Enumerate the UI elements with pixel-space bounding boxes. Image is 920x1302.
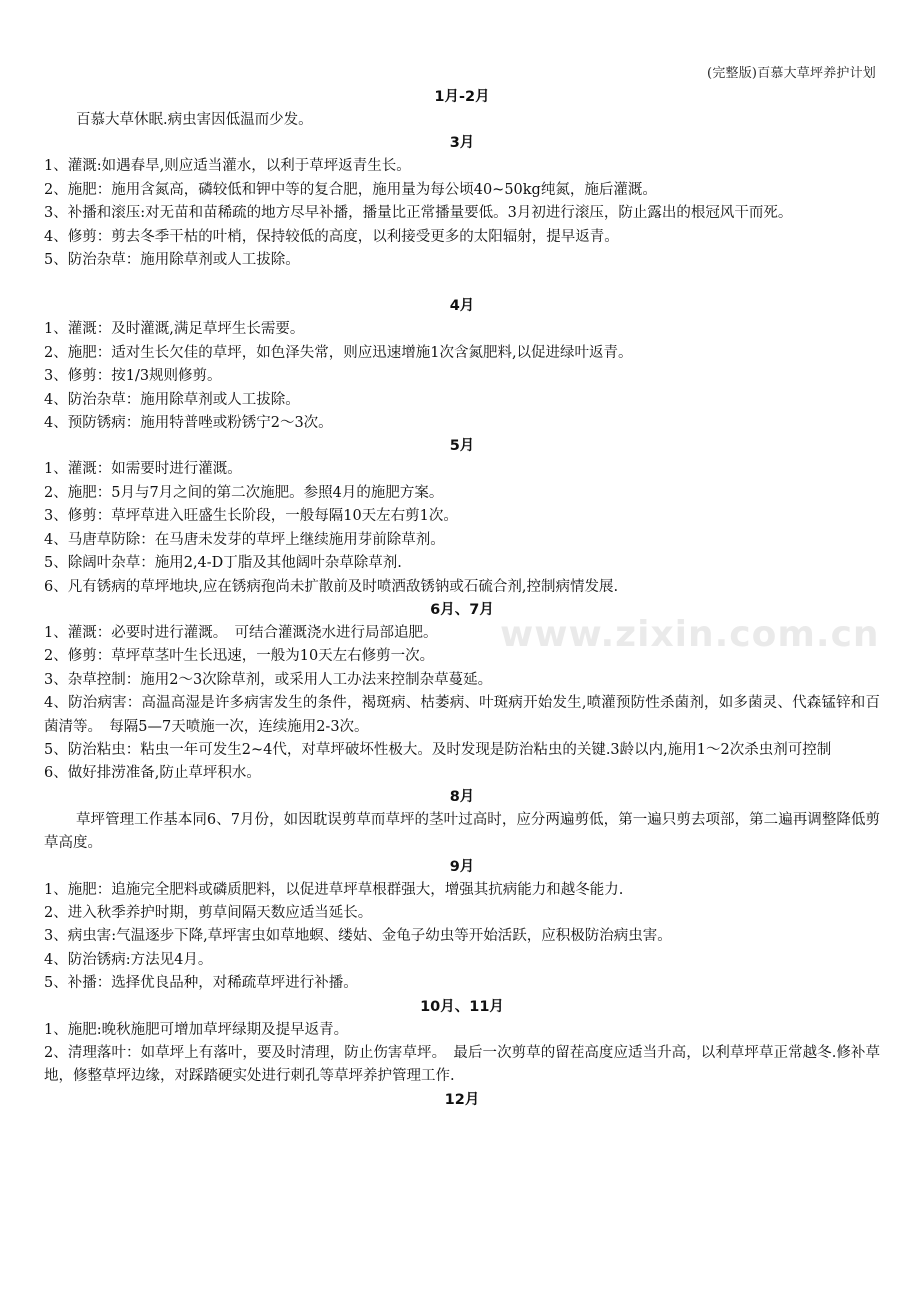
list-item: 1、施肥：追施完全肥料或磷质肥料，以促进草坪草根群强大，增强其抗病能力和越冬能力. — [44, 881, 624, 898]
blank-line — [44, 272, 880, 295]
list-item: 6、做好排涝准备,防止草坪积水。 — [44, 765, 261, 782]
section-heading-may: 5月 — [449, 438, 475, 455]
list-item: 1、施肥:晚秋施肥可增加草坪绿期及提早返青。 — [44, 1021, 349, 1038]
list-item: 3、补播和滚压:对无苗和苗稀疏的地方尽早补播，播量比正常播量要低。3月初进行滚压，防止露出的根冠风干而死。 — [44, 205, 793, 222]
list-item: 5、防治杂草：施用除草剂或人工拔除。 — [44, 252, 300, 269]
section-heading-sep: 9月 — [449, 858, 475, 875]
document-header: (完整版)百慕大草坪养护计划 — [707, 66, 876, 81]
list-item: 5、防治粘虫：粘虫一年可发生2~4代，对草坪破坏性极大。及时发现是防治粘虫的关键.3龄以内,施用1～2次杀虫剂可控制 — [44, 741, 832, 758]
list-item: 4、修剪：剪去冬季干枯的叶梢，保持较低的高度，以利接受更多的太阳辐射，提早返青。 — [44, 228, 619, 245]
list-item: 4、防治杂草：施用除草剂或人工拔除。 — [44, 391, 300, 408]
section-intro: 草坪管理工作基本同6、7月份，如因耽误剪草而草坪的茎叶过高时，应分两遍剪低，第一遍只剪去项部，第二遍再调整降低剪草高度。 — [44, 811, 880, 852]
list-item: 3、病虫害:气温逐步下降,草坪害虫如草地螟、缕姑、金龟子幼虫等开始活跃，应积极防治病虫害。 — [44, 928, 672, 945]
section-heading-jun-jul: 6月、7月 — [430, 601, 494, 618]
list-item: 5、补播：选择优良品种，对稀疏草坪进行补播。 — [44, 975, 358, 992]
section-heading-apr: 4月 — [449, 298, 475, 315]
list-item: 3、修剪：草坪草进入旺盛生长阶段，一般每隔10天左右剪1次。 — [44, 508, 458, 525]
list-item: 2、清理落叶：如草坪上有落叶，要及时清理，防止伤害草坪。 最后一次剪草的留茬高度应适当升高，以利草坪草正常越冬.修补草地，修整草坪边缘，对踩踏硬实处进行刺孔等草坪养护管理工作. — [44, 1045, 880, 1085]
list-item: 5、除阔叶杂草：施用2,4-D丁脂及其他阔叶杂草除草剂. — [44, 555, 402, 572]
list-item: 1、灌溉：如需要时进行灌溉。 — [44, 461, 242, 478]
list-item: 1、灌溉：及时灌溉,满足草坪生长需要。 — [44, 321, 305, 338]
list-item: 2、进入秋季养护时期，剪草间隔天数应适当延长。 — [44, 904, 373, 921]
list-item: 3、修剪：按1/3规则修剪。 — [44, 368, 222, 385]
list-item: 6、凡有锈病的草坪地块,应在锈病孢尚未扩散前及时喷洒敌锈钠或石硫合剂,控制病情发展. — [44, 578, 619, 595]
section-heading-mar: 3月 — [449, 135, 475, 152]
list-item: 4、马唐草防除：在马唐未发芽的草坪上继续施用芽前除草剂。 — [44, 531, 445, 548]
list-item: 1、灌溉：必要时进行灌溉。 可结合灌溉浇水进行局部追肥。 — [44, 624, 438, 641]
list-item: 4、预防锈病：施用特普唑或粉锈宁2～3次。 — [44, 415, 333, 432]
document-body — [44, 86, 880, 1112]
watermark: www.zixin.com.cn — [500, 614, 880, 655]
list-item: 3、杂草控制：施用2～3次除草剂，或采用人工办法来控制杂草蔓延。 — [44, 671, 493, 688]
list-item: 2、修剪：草坪草茎叶生长迅速，一般为10天左右修剪一次。 — [44, 648, 435, 665]
list-item: 1、灌溉:如遇春旱,则应适当灌水，以利于草坪返青生长。 — [44, 158, 411, 175]
list-item: 4、防治病害：高温高湿是许多病害发生的条件，褐斑病、枯萎病、叶斑病开始发生,喷灌预防性杀菌剂，如多菌灵、代森锰锌和百菌清等。 每隔5—7天喷施一次，连续施用2-3次。 — [44, 695, 880, 735]
list-item: 4、防治锈病:方法见4月。 — [44, 951, 213, 968]
section-intro: 百慕大草休眠.病虫害因低温而少发。 — [76, 112, 313, 128]
list-item: 2、施肥：5月与7月之间的第二次施肥。参照4月的施肥方案。 — [44, 484, 444, 501]
list-item: 2、施肥：适对生长欠佳的草坪，如色泽失常，则应迅速增施1次含氮肥料,以促进绿叶返青。 — [44, 344, 633, 361]
section-heading-jan-feb: 1月-2月 — [434, 89, 490, 105]
section-heading-aug: 8月 — [449, 788, 475, 805]
section-heading-oct-nov: 10月、11月 — [420, 998, 504, 1015]
section-heading-dec: 12月 — [444, 1091, 480, 1108]
list-item: 2、施肥：施用含氮高，磷较低和钾中等的复合肥，施用量为每公顷40~50kg纯氮，施后灌溉。 — [44, 181, 657, 198]
